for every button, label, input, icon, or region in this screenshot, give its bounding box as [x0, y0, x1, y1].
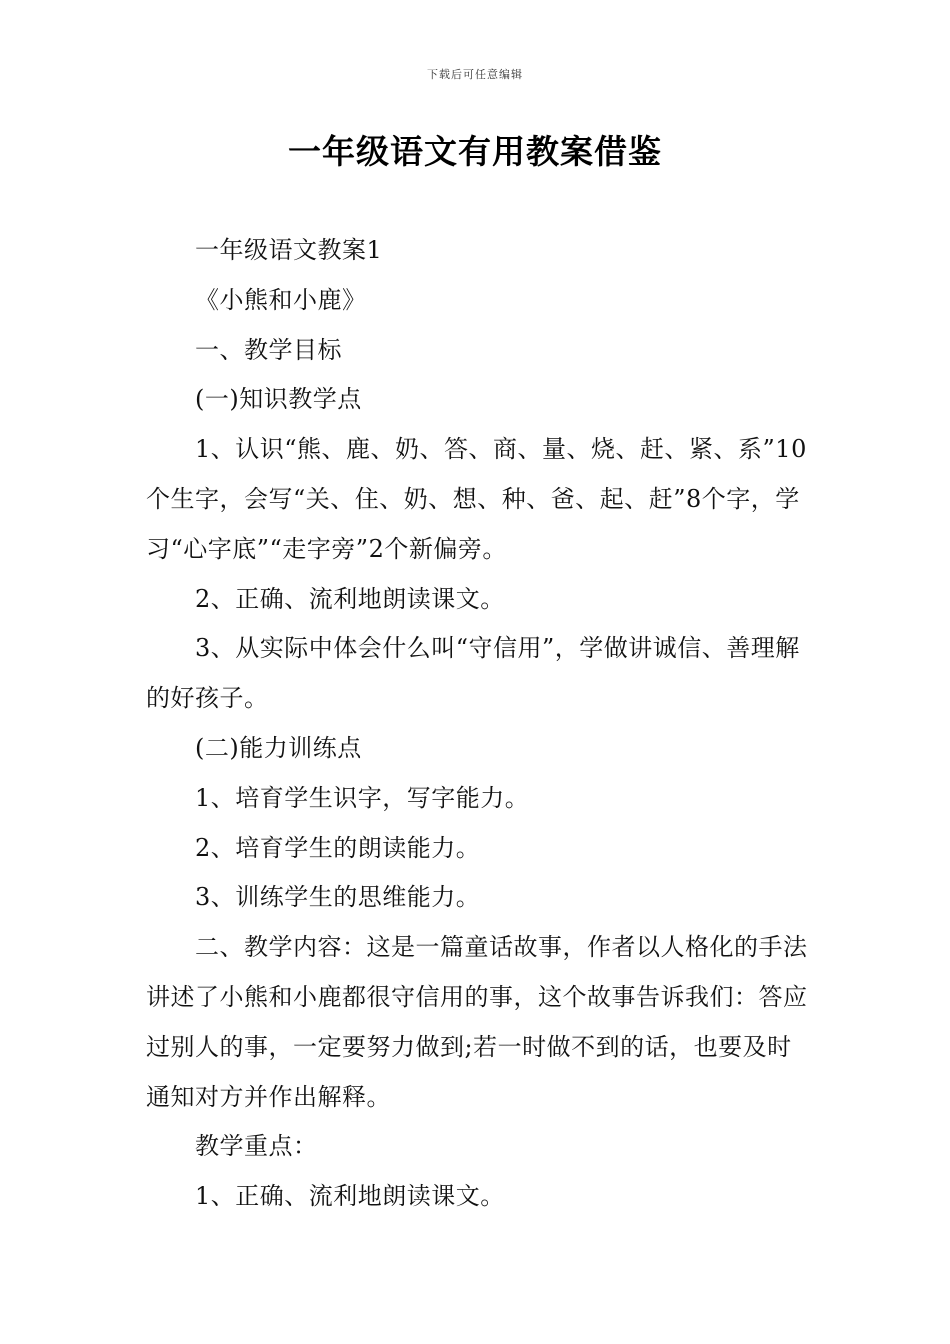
- paragraph-knowledge-3: 3、从实际中体会什么叫“守信用”，学做讲诚信、善理解的好孩子。: [146, 634, 800, 713]
- paragraph-section-content: 二、教学内容：这是一篇童话故事，作者以人格化的手法讲述了小熊和小鹿都很守信用的事，这个故事告诉我们：答应过别人的事，一定要努力做到;若一时做不到的话，也要及时通知对方并作出解释。: [146, 933, 808, 1111]
- paragraph-subsection-knowledge: (一)知识教学点: [195, 385, 362, 414]
- document-body: [146, 226, 810, 1222]
- paragraph-section-goals: 一、教学目标: [195, 335, 342, 364]
- paragraph-lesson-heading: 一年级语文教案1: [195, 236, 383, 264]
- header-note: 下载后可任意编辑: [427, 68, 523, 81]
- paragraph-subsection-ability: (二)能力训练点: [195, 733, 362, 762]
- document-title: 一年级语文有用教案借鉴: [288, 132, 662, 171]
- paragraph-key-points-heading: 教学重点：: [195, 1132, 318, 1161]
- paragraph-knowledge-2: 2、正确、流利地朗读课文。: [195, 584, 505, 613]
- paragraph-key-point-1: 1、正确、流利地朗读课文。: [195, 1182, 505, 1211]
- paragraph-lesson-title: 《小熊和小鹿》: [195, 285, 367, 314]
- paragraph-ability-3: 3、训练学生的思维能力。: [195, 883, 481, 912]
- paragraph-knowledge-1: 1、认识“熊、鹿、奶、答、商、量、烧、赶、紧、系”10个生字，会写“关、住、奶、想、种、爸、起、赶”8个字，学习“心字底”“走字旁”2个新偏旁。: [146, 435, 807, 563]
- paragraph-ability-2: 2、培育学生的朗读能力。: [195, 833, 481, 862]
- paragraph-ability-1: 1、培育学生识字，写字能力。: [195, 783, 530, 812]
